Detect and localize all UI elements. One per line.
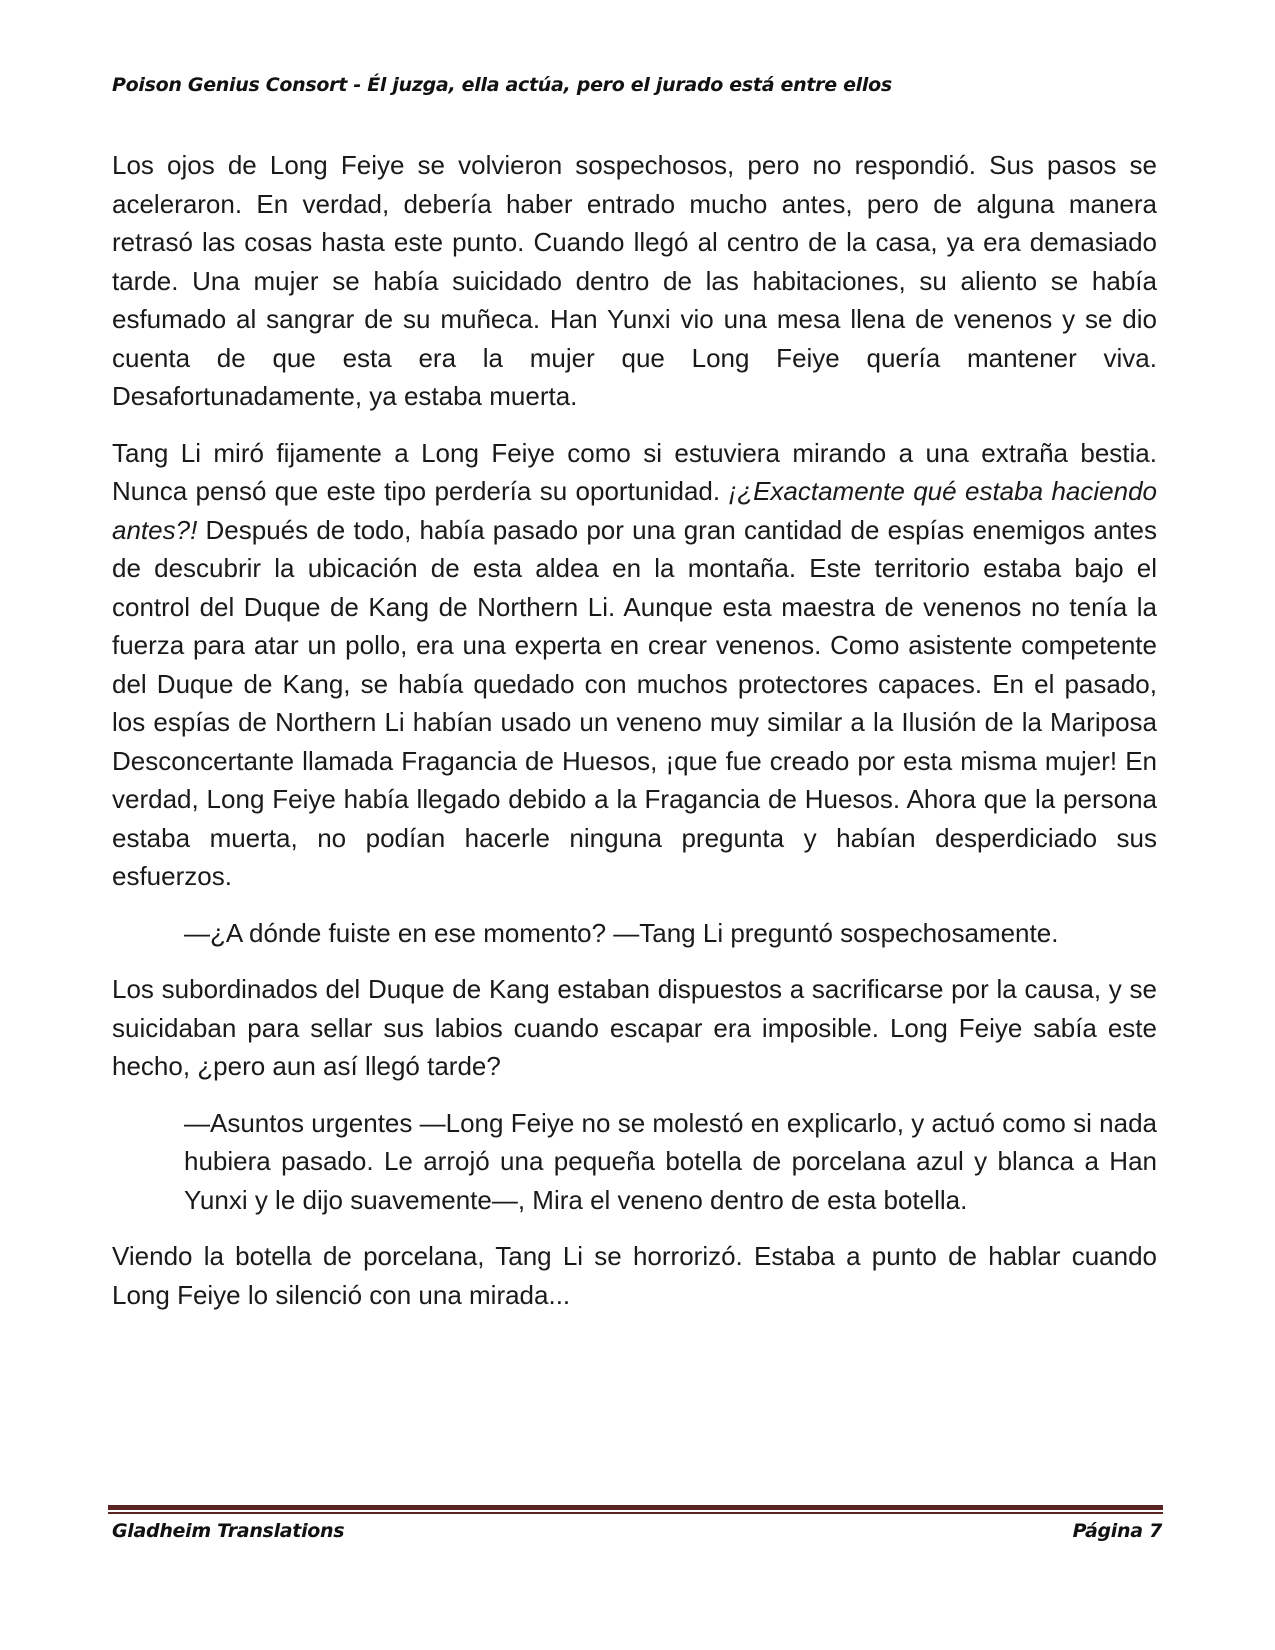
document-body [112,146,1157,1332]
page-footer [112,1520,1162,1542]
paragraph-2-before: Tang Li miró fijamente a Long Feiye como si estuviera mirando a una extraña bestia. Nunca pensó que este tipo perdería su oportunidad. [112,437,1157,506]
footer-divider [108,1505,1163,1514]
page-header [112,74,892,96]
paragraph-1: Los ojos de Long Feiye se volvieron sospechosos, pero no respondió. Sus pasos se aceleraron. En verdad, debería haber entrado mucho antes, pero de alguna manera retrasó las cosas hasta este punto. Cuando llegó al centro de la casa, ya era demasiado tarde. Una mujer se había suicidado dentro de las habitaciones, su aliento se había esfumado al sangrar de su muñeca. Han Yunxi vio una mesa llena de venenos y se dio cuenta de que esta era la mujer que Long Feiye quería mantener viva. Desafortunadamente, ya estaba muerta. [112,150,1157,411]
footer-credit: Gladheim Translations [112,1520,345,1542]
header-title: Poison Genius Consort - Él juzga, ella actúa, pero el jurado está entre ellos [112,74,892,96]
paragraph-3: Los subordinados del Duque de Kang estaban dispuestos a sacrificarse por la causa, y se suicidaban para sellar sus labios cuando escapar era imposible. Long Feiye sabía este hecho, ¿pero aun así llegó tarde? [112,974,1157,1081]
paragraph-2-italic: ¡¿Exactamente qué estaba haciendo antes?! [112,476,1158,545]
page-number: Página 7 [1072,1520,1162,1542]
paragraph-4: Viendo la botella de porcelana, Tang Li se horrorizó. Estaba a punto de hablar cuando Long Feiye lo silenció con una mirada... [112,1241,1157,1310]
dialogue-2: —Asuntos urgentes —Long Feiye no se molestó en explicarlo, y actuó como si nada hubiera pasado. Le arrojó una pequeña botella de porcelana azul y blanca a Han Yunxi y le dijo suavemente—, Mira el veneno dentro de esta botella. [184,1107,1157,1215]
dialogue-1: —¿A dónde fuiste en ese momento? —Tang Li preguntó sospechosamente. [184,917,1059,948]
paragraph-2 [112,434,1157,896]
paragraph-2-after: Después de todo, había pasado por una gran cantidad de espías enemigos antes de descubrir la ubicación de esta aldea en la montaña. Este territorio estaba bajo el control del Duque de Kang de Northern Li. Aunque esta maestra de venenos no tenía la fuerza para atar un pollo, era una experta en crear venenos. Como asistente competente del Duque de Kang, se había quedado con muchos protectores capaces. En el pasado, los espías de Northern Li habían usado un veneno muy similar a la Ilusión de la Mariposa Desconcertante llamada Fragancia de Huesos, ¡que fue creado por esta misma mujer! En verdad, Long Feiye había llegado debido a la Fragancia de Huesos. Ahora que la persona estaba muerta, no podían hacerle ninguna pregunta y habían desperdiciado sus esfuerzos. [112,514,1157,891]
